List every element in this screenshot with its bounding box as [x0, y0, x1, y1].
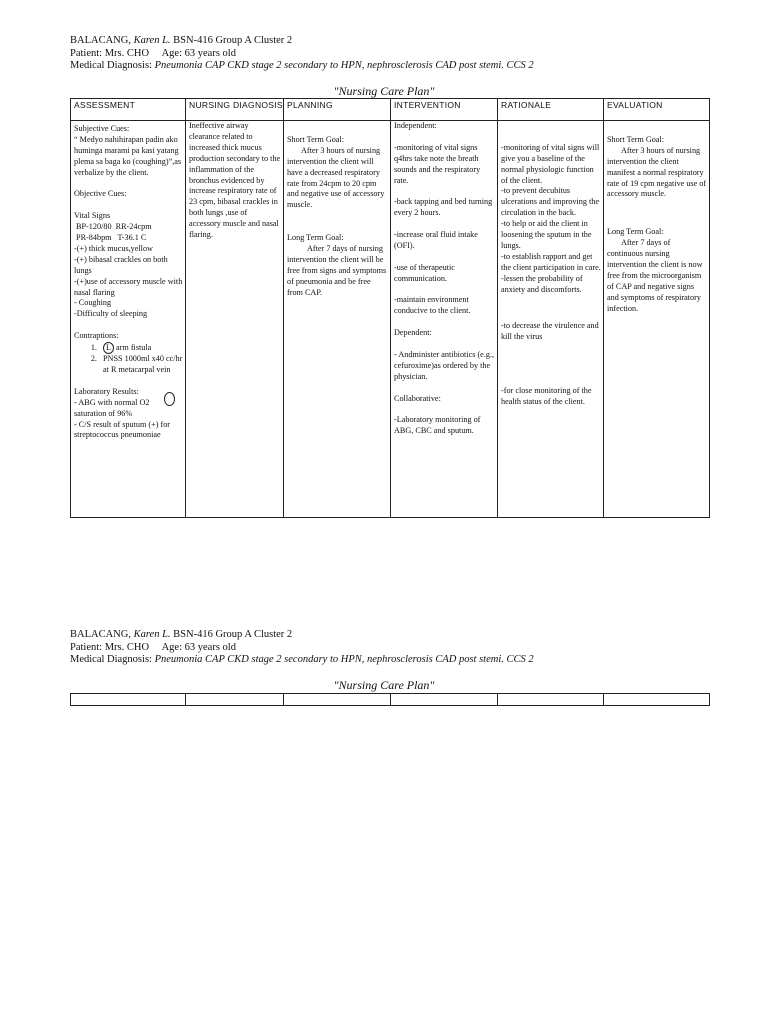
hand-drawn-circle — [164, 392, 175, 406]
long-term-goal-label: Long Term Goal: — [287, 233, 344, 243]
independent-label: Independent: — [394, 121, 437, 130]
cell-intervention — [391, 121, 498, 518]
author-section: BSN-416 Group A Cluster 2 — [173, 629, 293, 640]
care-plan-table — [70, 98, 710, 518]
empty-cell — [391, 694, 498, 706]
care-plan-table-empty — [70, 693, 710, 706]
dependent-label: Dependent: — [394, 328, 432, 338]
objective-item: -(+) thick mucus,yellow — [74, 243, 153, 253]
objective-item: -(+)use of accessory muscle with nasal flaring — [74, 276, 185, 297]
diagnosis-label: Medical Diagnosis: — [70, 60, 152, 71]
patient-line: Patient: Mrs. CHO Age: 63 years old — [70, 641, 236, 653]
intervention-item: -monitoring of vital signs q4hrs take note the breath sounds and the respiratory rate. — [394, 142, 483, 185]
objective-item: - Coughing — [74, 298, 112, 308]
author-first-name: Karen L. — [133, 35, 171, 46]
intervention-item: -back tapping and bed turning every 2 hours. — [394, 197, 495, 218]
empty-cell — [498, 694, 604, 706]
eval-long-term-text: After 7 days of continuous nursing intervention the client is now free from the microorganism of CAP and negative signs and symptoms of respiratory infection. — [607, 238, 705, 313]
short-term-goal-label: Short Term Goal: — [287, 134, 345, 144]
eval-short-term-text: After 3 hours of nursing intervention the client manifest a normal respiratory rate of 19 cpm negative use of accessory muscle. — [607, 145, 709, 199]
table-header-row — [71, 99, 710, 121]
page1-header — [70, 35, 534, 73]
intervention-item: -maintain environment conducive to the client. — [394, 295, 471, 316]
author-first-name: Karen L. — [133, 629, 171, 640]
cell-nursing-diagnosis — [186, 121, 284, 518]
diagnosis-value: Pneumonia CAP CKD stage 2 secondary to HPN, nephrosclerosis CAD post stemi. CCS 2 — [154, 654, 534, 665]
diagnosis-line — [70, 60, 534, 73]
cell-evaluation — [604, 121, 710, 518]
cell-planning — [284, 121, 391, 518]
empty-cell — [186, 694, 284, 706]
rationale-item: -to decrease the virulence and kill the virus — [501, 321, 601, 342]
intervention-item: -increase oral fluid intake (OFI). — [394, 230, 480, 250]
contraptions-label: Contraptions: — [74, 331, 119, 341]
contraptions-list — [74, 342, 183, 376]
eval-short-term-label: Short Term Goal: — [607, 134, 665, 144]
page2-header — [70, 629, 534, 667]
author-line — [70, 629, 534, 642]
lab-result-item: - ABG with normal O2 saturation of 96% — [74, 397, 152, 418]
care-plan-title: "Nursing Care Plan" — [333, 84, 435, 98]
collaborative-label: Collaborative: — [394, 393, 441, 403]
list-item: 2. PNSS 1000ml x40 cc/hr at R metacarpal vein — [99, 354, 183, 376]
rationale-item: -lessen the probability of anxiety and discomforts. — [501, 273, 585, 294]
author-line — [70, 35, 534, 48]
eval-long-term-label: Long Term Goal: — [607, 227, 664, 237]
vitals-line: PR-84bpm T-36.1 C — [74, 233, 147, 243]
subjective-text: “ Medyo nahihirapan padin ako huminga marami pa kasi yatang plema sa baga ko (coughing)”,as verbalize by the client. — [74, 134, 184, 177]
patient-line: Patient: Mrs. CHO Age: 63 years old — [70, 47, 236, 59]
rationale-item: -for close monitoring of the health status of the client. — [501, 386, 594, 407]
table-row — [71, 121, 710, 518]
diagnosis-value: Pneumonia CAP CKD stage 2 secondary to HPN, nephrosclerosis CAD post stemi. CCS 2 — [154, 60, 534, 71]
col-header-planning: PLANNING — [284, 99, 391, 121]
list-item — [99, 342, 183, 354]
lab-results-label: Laboratory Results: — [74, 386, 139, 396]
objective-item: -(+) bibasal crackles on both lungs — [74, 254, 170, 275]
empty-cell — [71, 694, 186, 706]
objective-label: Objective Cues: — [74, 189, 127, 199]
diagnosis-label: Medical Diagnosis: — [70, 654, 152, 665]
long-term-goal-text: After 7 days of nursing intervention the client will be free from signs and symptoms of pneumonia and be free from CAP. — [287, 243, 389, 297]
vitals-line: BP-120/80 RR-24cpm — [74, 222, 152, 232]
cell-rationale — [498, 121, 604, 518]
col-header-evaluation: EVALUATION — [604, 99, 710, 121]
author-last-name: BALACANG, — [70, 35, 131, 46]
objective-item: -Difficulty of sleeping — [74, 309, 148, 319]
intervention-item: - Andminister antibiotics (e.g., cefuroxime)as ordered by the physician. — [394, 349, 497, 381]
care-plan-title: "Nursing Care Plan" — [333, 678, 435, 692]
rationale-item: -monitoring of vital signs will give you a baseline of the normal physiologic function of the client. — [501, 142, 602, 185]
subjective-label: Subjective Cues: — [74, 124, 130, 133]
author-section: BSN-416 Group A Cluster 2 — [173, 35, 293, 46]
rationale-item: -to prevent decubitus ulcerations and improving the circulation in the back. — [501, 186, 602, 218]
col-header-assessment: ASSESSMENT — [71, 99, 186, 121]
empty-cell — [604, 694, 710, 706]
intervention-item: -Laboratory monitoring of ABG, CBC and sputum. — [394, 415, 483, 436]
table-row — [71, 694, 710, 706]
col-header-rationale: RATIONALE — [498, 99, 604, 121]
short-term-goal-text: After 3 hours of nursing intervention the client will have a decreased respiratory rate from 24cpm to 20 cpm and negative use of accessory muscle. — [287, 145, 387, 210]
diagnosis-text: Ineffective airway clearance related to increased thick mucus production secondary to the inflammation of the bronchus evidenced by increase respiratory rate of 23 cpm, bibasal crackles in both lungs ,use of accessory muscle and nasal flaring. — [189, 121, 283, 240]
intervention-item: -use of therapeutic communication. — [394, 262, 457, 283]
diagnosis-line — [70, 654, 534, 667]
empty-cell — [284, 694, 391, 706]
circled-letter: L — [103, 342, 114, 354]
rationale-item: -to help or aid the client in loosening the sputum in the lungs. — [501, 219, 594, 250]
col-header-intervention: INTERVENTION — [391, 99, 498, 121]
vitals-label: Vital Signs — [74, 211, 111, 221]
rationale-item: -to establish rapport and get the client participation in care. — [501, 251, 601, 272]
cell-assessment — [71, 121, 186, 518]
col-header-nursing-diagnosis: NURSING DIAGNOSIS — [186, 99, 284, 121]
author-last-name: BALACANG, — [70, 629, 131, 640]
lab-result-item: - C/S result of sputum (+) for streptococcus pneumoniae — [74, 419, 173, 440]
contraption-text: arm fistula — [114, 343, 152, 353]
